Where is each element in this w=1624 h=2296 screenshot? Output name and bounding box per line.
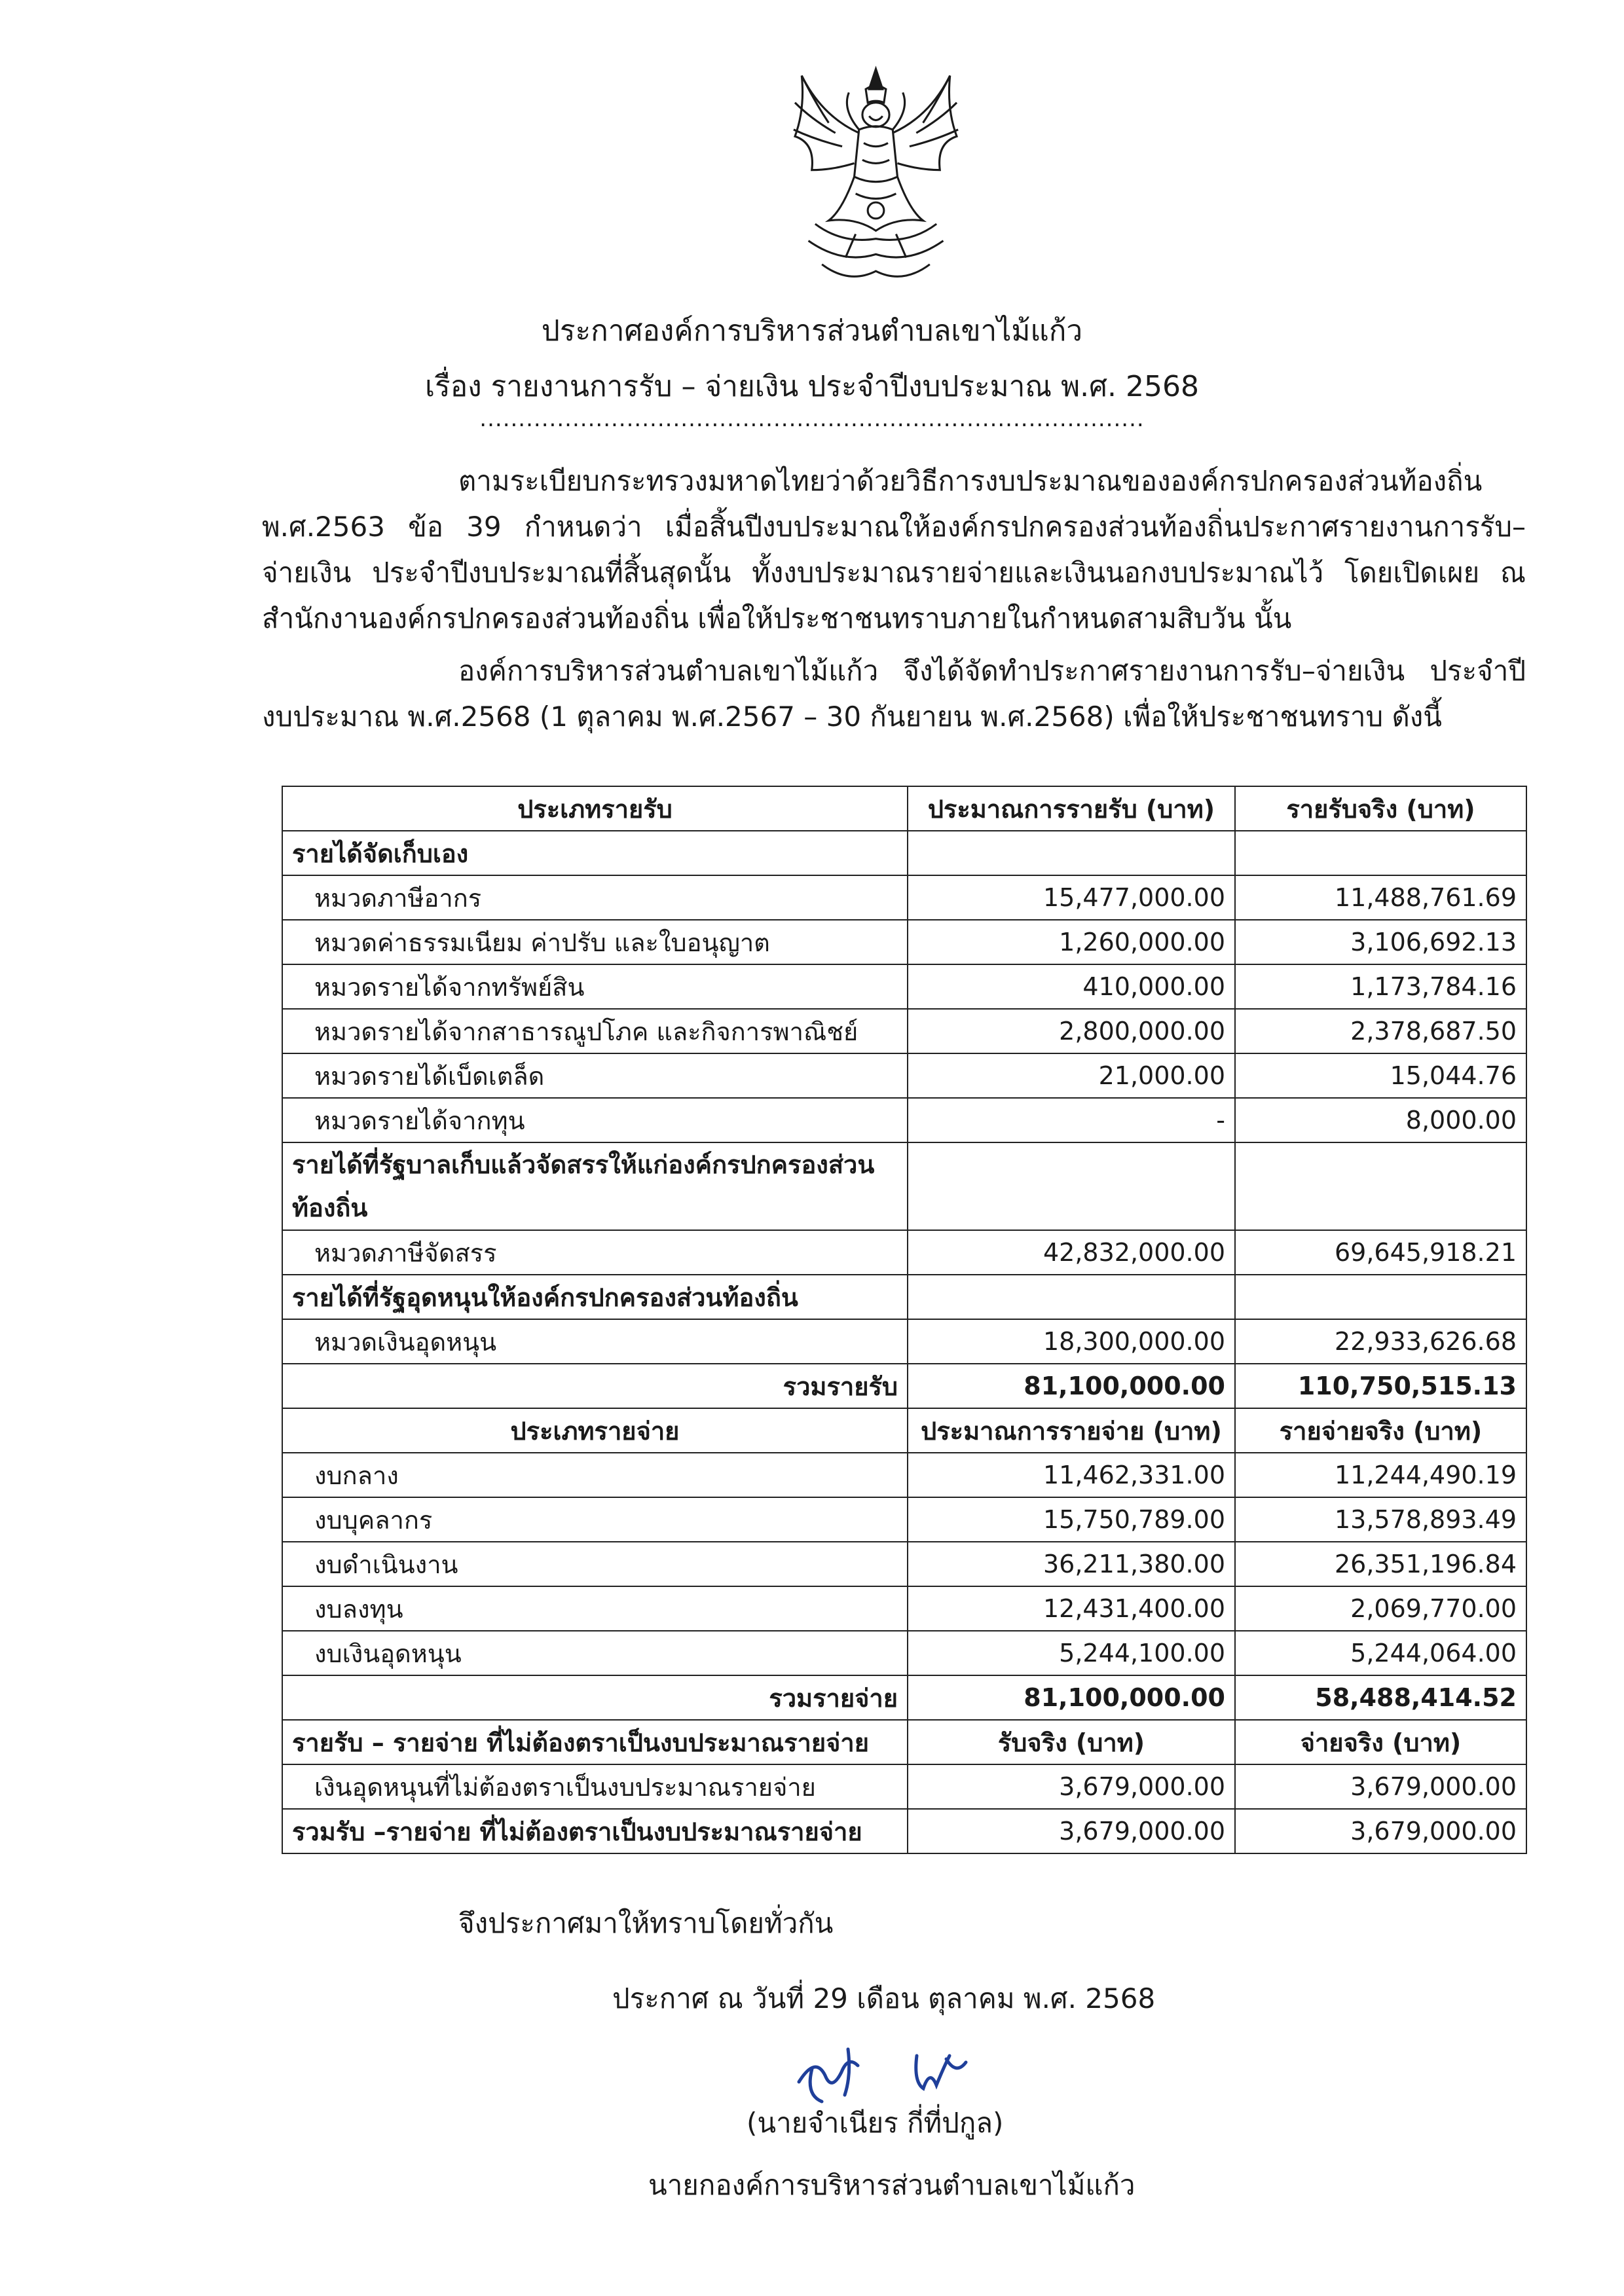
expense-estimate-header: ประมาณการรายจ่าย (บาท) bbox=[908, 1408, 1235, 1453]
garuda-emblem-icon bbox=[773, 62, 979, 291]
table-row bbox=[282, 1764, 1526, 1809]
expense-actual-header: รายจ่ายจริง (บาท) bbox=[1235, 1408, 1526, 1453]
row-estimate: - bbox=[908, 1098, 1235, 1142]
paragraph2-line1: องค์การบริหารส่วนตำบลเขาไม้แก้ว จึงได้จัดทำประกาศรายงานการรับ–จ่ายเงิน ประจำปี bbox=[458, 655, 1526, 687]
row-label: หมวดค่าธรรมเนียม ค่าปรับ และใบอนุญาต bbox=[282, 920, 908, 964]
expense-total-estimate: 81,100,000.00 bbox=[908, 1675, 1235, 1720]
group-allocated-line1: รายได้ที่รัฐบาลเก็บแล้วจัดสรรให้แก่องค์กรปกครองส่วน bbox=[292, 1150, 875, 1179]
offbudget-header-row bbox=[282, 1720, 1526, 1764]
income-total-actual: 110,750,515.13 bbox=[1235, 1364, 1526, 1408]
row-label: หมวดเงินอุดหนุน bbox=[282, 1319, 908, 1364]
group-row bbox=[282, 1142, 1526, 1230]
table-row bbox=[282, 1053, 1526, 1098]
expense-type-header: ประเภทรายจ่าย bbox=[282, 1408, 908, 1453]
row-actual: 2,378,687.50 bbox=[1235, 1009, 1526, 1053]
offbudget-total-paid: 3,679,000.00 bbox=[1235, 1809, 1526, 1853]
row-actual: 1,173,784.16 bbox=[1235, 964, 1526, 1009]
offbudget-total-row bbox=[282, 1809, 1526, 1853]
table-row bbox=[282, 875, 1526, 920]
row-actual: 11,244,490.19 bbox=[1235, 1453, 1526, 1497]
table-row bbox=[282, 1009, 1526, 1053]
expense-total-row bbox=[282, 1675, 1526, 1720]
row-actual: 26,351,196.84 bbox=[1235, 1542, 1526, 1586]
expense-total-label: รวมรายจ่าย bbox=[282, 1675, 908, 1720]
row-label: งบกลาง bbox=[282, 1453, 908, 1497]
offbudget-type-header: รายรับ – รายจ่าย ที่ไม่ต้องตราเป็นงบประมาณรายจ่าย bbox=[282, 1720, 908, 1764]
row-actual: 8,000.00 bbox=[1235, 1098, 1526, 1142]
table-row bbox=[282, 1586, 1526, 1631]
table-row bbox=[282, 1319, 1526, 1364]
row-estimate: 36,211,380.00 bbox=[908, 1542, 1235, 1586]
row-label: หมวดภาษีจัดสรร bbox=[282, 1230, 908, 1275]
table-row bbox=[282, 964, 1526, 1009]
offbudget-received-header: รับจริง (บาท) bbox=[908, 1720, 1235, 1764]
income-actual-header: รายรับจริง (บาท) bbox=[1235, 786, 1526, 831]
row-actual: 2,069,770.00 bbox=[1235, 1586, 1526, 1631]
expense-header-row bbox=[282, 1408, 1526, 1453]
income-total-estimate: 81,100,000.00 bbox=[908, 1364, 1235, 1408]
row-estimate: 15,750,789.00 bbox=[908, 1497, 1235, 1542]
row-received: 3,679,000.00 bbox=[908, 1764, 1235, 1809]
row-label: หมวดรายได้จากทุน bbox=[282, 1098, 908, 1142]
row-paid: 3,679,000.00 bbox=[1235, 1764, 1526, 1809]
paragraph1-line4: สำนักงานองค์กรปกครองส่วนท้องถิ่น เพื่อให้ประชาชนทราบภายในกำหนดสามสิบวัน นั้น bbox=[262, 602, 1292, 634]
row-estimate: 18,300,000.00 bbox=[908, 1319, 1235, 1364]
paragraph1-line3: จ่ายเงิน ประจำปีงบประมาณที่สิ้นสุดนั้น ทั้งงบประมาณรายจ่ายและเงินนอกงบประมาณไว้ โดยเปิดเผย ณ bbox=[262, 556, 1526, 589]
income-total-row bbox=[282, 1364, 1526, 1408]
row-label: หมวดรายได้จากทรัพย์สิน bbox=[282, 964, 908, 1009]
row-actual: 15,044.76 bbox=[1235, 1053, 1526, 1098]
signer-title: นายกองค์การบริหารส่วนตำบลเขาไม้แก้ว bbox=[648, 2169, 1135, 2201]
row-estimate: 21,000.00 bbox=[908, 1053, 1235, 1098]
row-estimate: 11,462,331.00 bbox=[908, 1453, 1235, 1497]
announcement-title: ประกาศองค์การบริหารส่วนตำบลเขาไม้แก้ว bbox=[541, 314, 1083, 348]
row-estimate: 410,000.00 bbox=[908, 964, 1235, 1009]
paragraph2-line2: งบประมาณ พ.ศ.2568 (1 ตุลาคม พ.ศ.2567 – 30 กันยายน พ.ศ.2568) เพื่อให้ประชาชนทราบ ดังนี้ bbox=[262, 701, 1442, 733]
row-actual: 69,645,918.21 bbox=[1235, 1230, 1526, 1275]
income-type-header: ประเภทรายรับ bbox=[282, 786, 908, 831]
row-actual: 22,933,626.68 bbox=[1235, 1319, 1526, 1364]
offbudget-paid-header: จ่ายจริง (บาท) bbox=[1235, 1720, 1526, 1764]
row-actual: 13,578,893.49 bbox=[1235, 1497, 1526, 1542]
income-header-row bbox=[282, 786, 1526, 831]
income-estimate-header: ประมาณการรายรับ (บาท) bbox=[908, 786, 1235, 831]
group-row bbox=[282, 831, 1526, 875]
income-total-label: รวมรายรับ bbox=[282, 1364, 908, 1408]
paragraph1-line2: พ.ศ.2563 ข้อ 39 กำหนดว่า เมื่อสิ้นปีงบประมาณให้องค์กรปกครองส่วนท้องถิ่นประกาศรายงานการรับ– bbox=[262, 511, 1526, 543]
group-subsidy: รายได้ที่รัฐอุดหนุนให้องค์กรปกครองส่วนท้องถิ่น bbox=[282, 1275, 908, 1319]
table-row bbox=[282, 1542, 1526, 1586]
table-row bbox=[282, 1453, 1526, 1497]
closing-statement: จึงประกาศมาให้ทราบโดยทั่วกัน bbox=[458, 1907, 834, 1939]
table-row bbox=[282, 1631, 1526, 1675]
row-estimate: 42,832,000.00 bbox=[908, 1230, 1235, 1275]
row-label: หมวดรายได้จากสาธารณูปโภค และกิจการพาณิชย์ bbox=[282, 1009, 908, 1053]
row-label: หมวดรายได้เบ็ดเตล็ด bbox=[282, 1053, 908, 1098]
offbudget-total-received: 3,679,000.00 bbox=[908, 1809, 1235, 1853]
row-estimate: 5,244,100.00 bbox=[908, 1631, 1235, 1675]
row-label: หมวดภาษีอากร bbox=[282, 875, 908, 920]
table-row bbox=[282, 1098, 1526, 1142]
group-self-collected: รายได้จัดเก็บเอง bbox=[282, 831, 908, 875]
offbudget-total-label: รวมรับ –รายจ่าย ที่ไม่ต้องตราเป็นงบประมาณรายจ่าย bbox=[282, 1809, 908, 1853]
row-estimate: 12,431,400.00 bbox=[908, 1586, 1235, 1631]
table-row bbox=[282, 1497, 1526, 1542]
handwritten-signature bbox=[786, 2036, 1002, 2108]
group-allocated bbox=[282, 1142, 908, 1230]
row-estimate: 15,477,000.00 bbox=[908, 875, 1235, 920]
row-actual: 11,488,761.69 bbox=[1235, 875, 1526, 920]
group-allocated-line2: ท้องถิ่น bbox=[292, 1194, 368, 1222]
row-estimate: 1,260,000.00 bbox=[908, 920, 1235, 964]
dotted-divider: ...................................................................................... bbox=[479, 406, 1145, 432]
signer-name: (นายจำเนียร กี่ที่ปกูล) bbox=[747, 2107, 1004, 2139]
row-label: เงินอุดหนุนที่ไม่ต้องตราเป็นงบประมาณรายจ่าย bbox=[282, 1764, 908, 1809]
row-estimate: 2,800,000.00 bbox=[908, 1009, 1235, 1053]
row-label: งบดำเนินงาน bbox=[282, 1542, 908, 1586]
receipt-payment-table bbox=[282, 786, 1527, 1854]
expense-total-actual: 58,488,414.52 bbox=[1235, 1675, 1526, 1720]
row-label: งบบุคลากร bbox=[282, 1497, 908, 1542]
announcement-subject: เรื่อง รายงานการรับ – จ่ายเงิน ประจำปีงบประมาณ พ.ศ. 2568 bbox=[425, 370, 1199, 403]
paragraph1-line1: ตามระเบียบกระทรวงมหาดไทยว่าด้วยวิธีการงบประมาณขององค์กรปกครองส่วนท้องถิ่น bbox=[458, 465, 1483, 497]
row-actual: 3,106,692.13 bbox=[1235, 920, 1526, 964]
row-label: งบเงินอุดหนุน bbox=[282, 1631, 908, 1675]
table-row bbox=[282, 920, 1526, 964]
row-actual: 5,244,064.00 bbox=[1235, 1631, 1526, 1675]
table-row bbox=[282, 1230, 1526, 1275]
row-label: งบลงทุน bbox=[282, 1586, 908, 1631]
group-row bbox=[282, 1275, 1526, 1319]
announcement-date: ประกาศ ณ วันที่ 29 เดือน ตุลาคม พ.ศ. 2568 bbox=[612, 1982, 1156, 2014]
